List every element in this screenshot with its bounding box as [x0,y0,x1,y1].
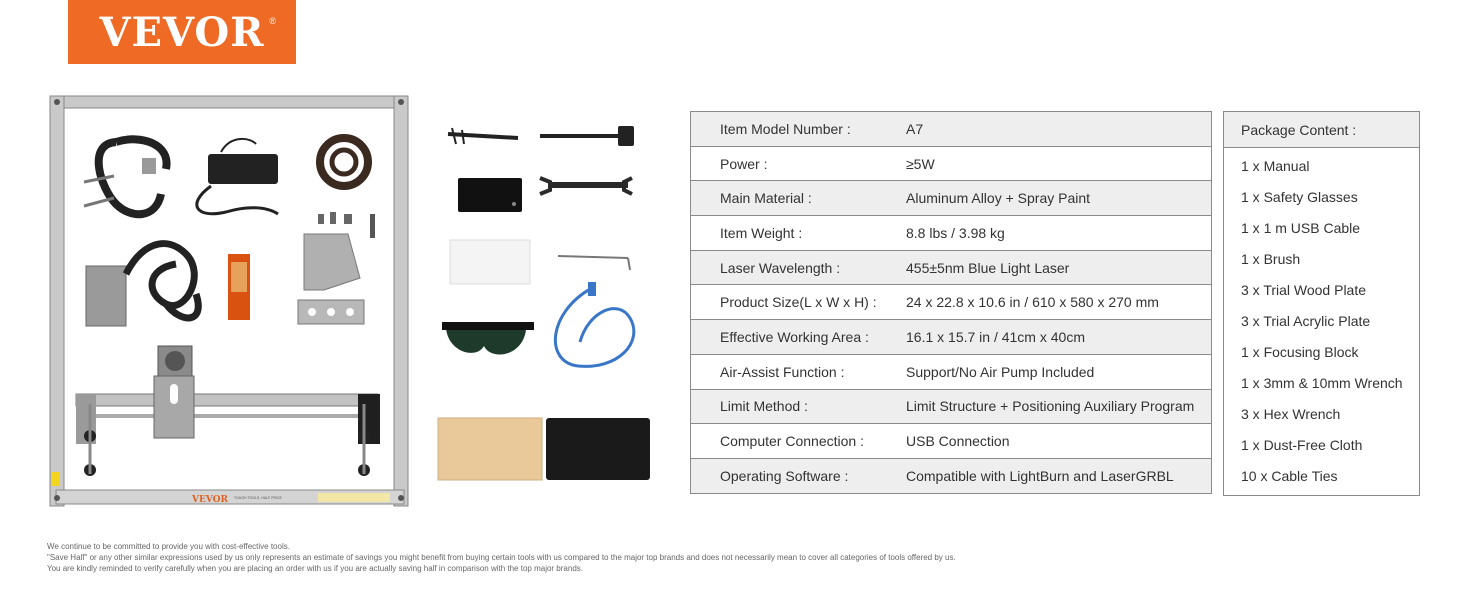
product-label-brand: VEVOR [192,495,228,505]
table-row [691,250,1212,285]
brand-name: VEVOR [99,8,265,56]
spec-label: Limit Method : [691,389,907,424]
disclaimer-line: We continue to be committed to provide you with cost-effective tools. [47,542,290,551]
disclaimer-line: "Save Half" or any other similar expressions used by us only represents an estimate of savings you might benefit from buying certain tools with us compared to the major top brands and does not necessarily mean to cover all categories of tools offered by us. [47,553,956,562]
disclaimer [47,541,956,574]
list-item: 3 x Trial Acrylic Plate [1241,313,1371,329]
spec-value: Limit Structure + Positioning Auxiliary Program [906,389,1212,424]
package-content-box [1223,111,1420,496]
table-row [691,216,1212,251]
spec-label: Laser Wavelength : [691,250,907,285]
spec-label: Item Model Number : [691,112,907,147]
spec-label: Main Material : [691,181,907,216]
accessories-photo [428,112,660,486]
spec-value: Support/No Air Pump Included [906,354,1212,389]
table-row [691,320,1212,355]
spec-label: Effective Working Area : [691,320,907,355]
spec-table [690,111,1212,494]
spec-label: Air-Assist Function : [691,354,907,389]
spec-value: 16.1 x 15.7 in / 41cm x 40cm [906,320,1212,355]
table-row [691,146,1212,181]
spec-value: A7 [906,112,1212,147]
spec-value: Compatible with LightBurn and LaserGRBL [906,458,1212,493]
table-row [691,181,1212,216]
table-row [691,354,1212,389]
spec-label: Power : [691,146,907,181]
spec-label: Operating Software : [691,458,907,493]
spec-label: Item Weight : [691,216,907,251]
package-content-title: Package Content : [1224,112,1419,148]
list-item: 1 x Brush [1241,251,1301,267]
brand-logo [68,0,296,64]
table-row [691,424,1212,459]
disclaimer-line: You are kindly reminded to verify carefully when you are placing an order with us if you are actually saving half in comparison with the top major brands. [47,564,583,573]
spec-value: Aluminum Alloy + Spray Paint [906,181,1212,216]
list-item: 1 x Manual [1241,158,1310,174]
table-row [691,389,1212,424]
list-item: 1 x Dust-Free Cloth [1241,437,1363,453]
registered-mark: ® [269,16,276,26]
spec-label: Computer Connection : [691,424,907,459]
list-item: 3 x Trial Wood Plate [1241,282,1367,298]
list-item: 1 x 1 m USB Cable [1241,220,1361,236]
spec-value: USB Connection [906,424,1212,459]
spec-label: Product Size(L x W x H) : [691,285,907,320]
spec-value: 8.8 lbs / 3.98 kg [906,216,1212,251]
list-item: 10 x Cable Ties [1241,468,1338,484]
list-item: 1 x Focusing Block [1241,344,1359,360]
list-item: 1 x 3mm & 10mm Wrench [1241,375,1403,391]
list-item: 1 x Safety Glasses [1241,189,1358,205]
table-row [691,112,1212,147]
product-label-tagline: TOUGH TOOLS, HALF PRICE [234,496,282,500]
table-row [691,458,1212,493]
table-row [691,285,1212,320]
list-item: 3 x Hex Wrench [1241,406,1341,422]
spec-value: 24 x 22.8 x 10.6 in / 610 x 580 x 270 mm [906,285,1212,320]
spec-value: ≥5W [906,146,1212,181]
engraver-frame-photo [46,94,412,508]
spec-value: 455±5nm Blue Light Laser [906,250,1212,285]
package-content-list [1224,148,1419,492]
